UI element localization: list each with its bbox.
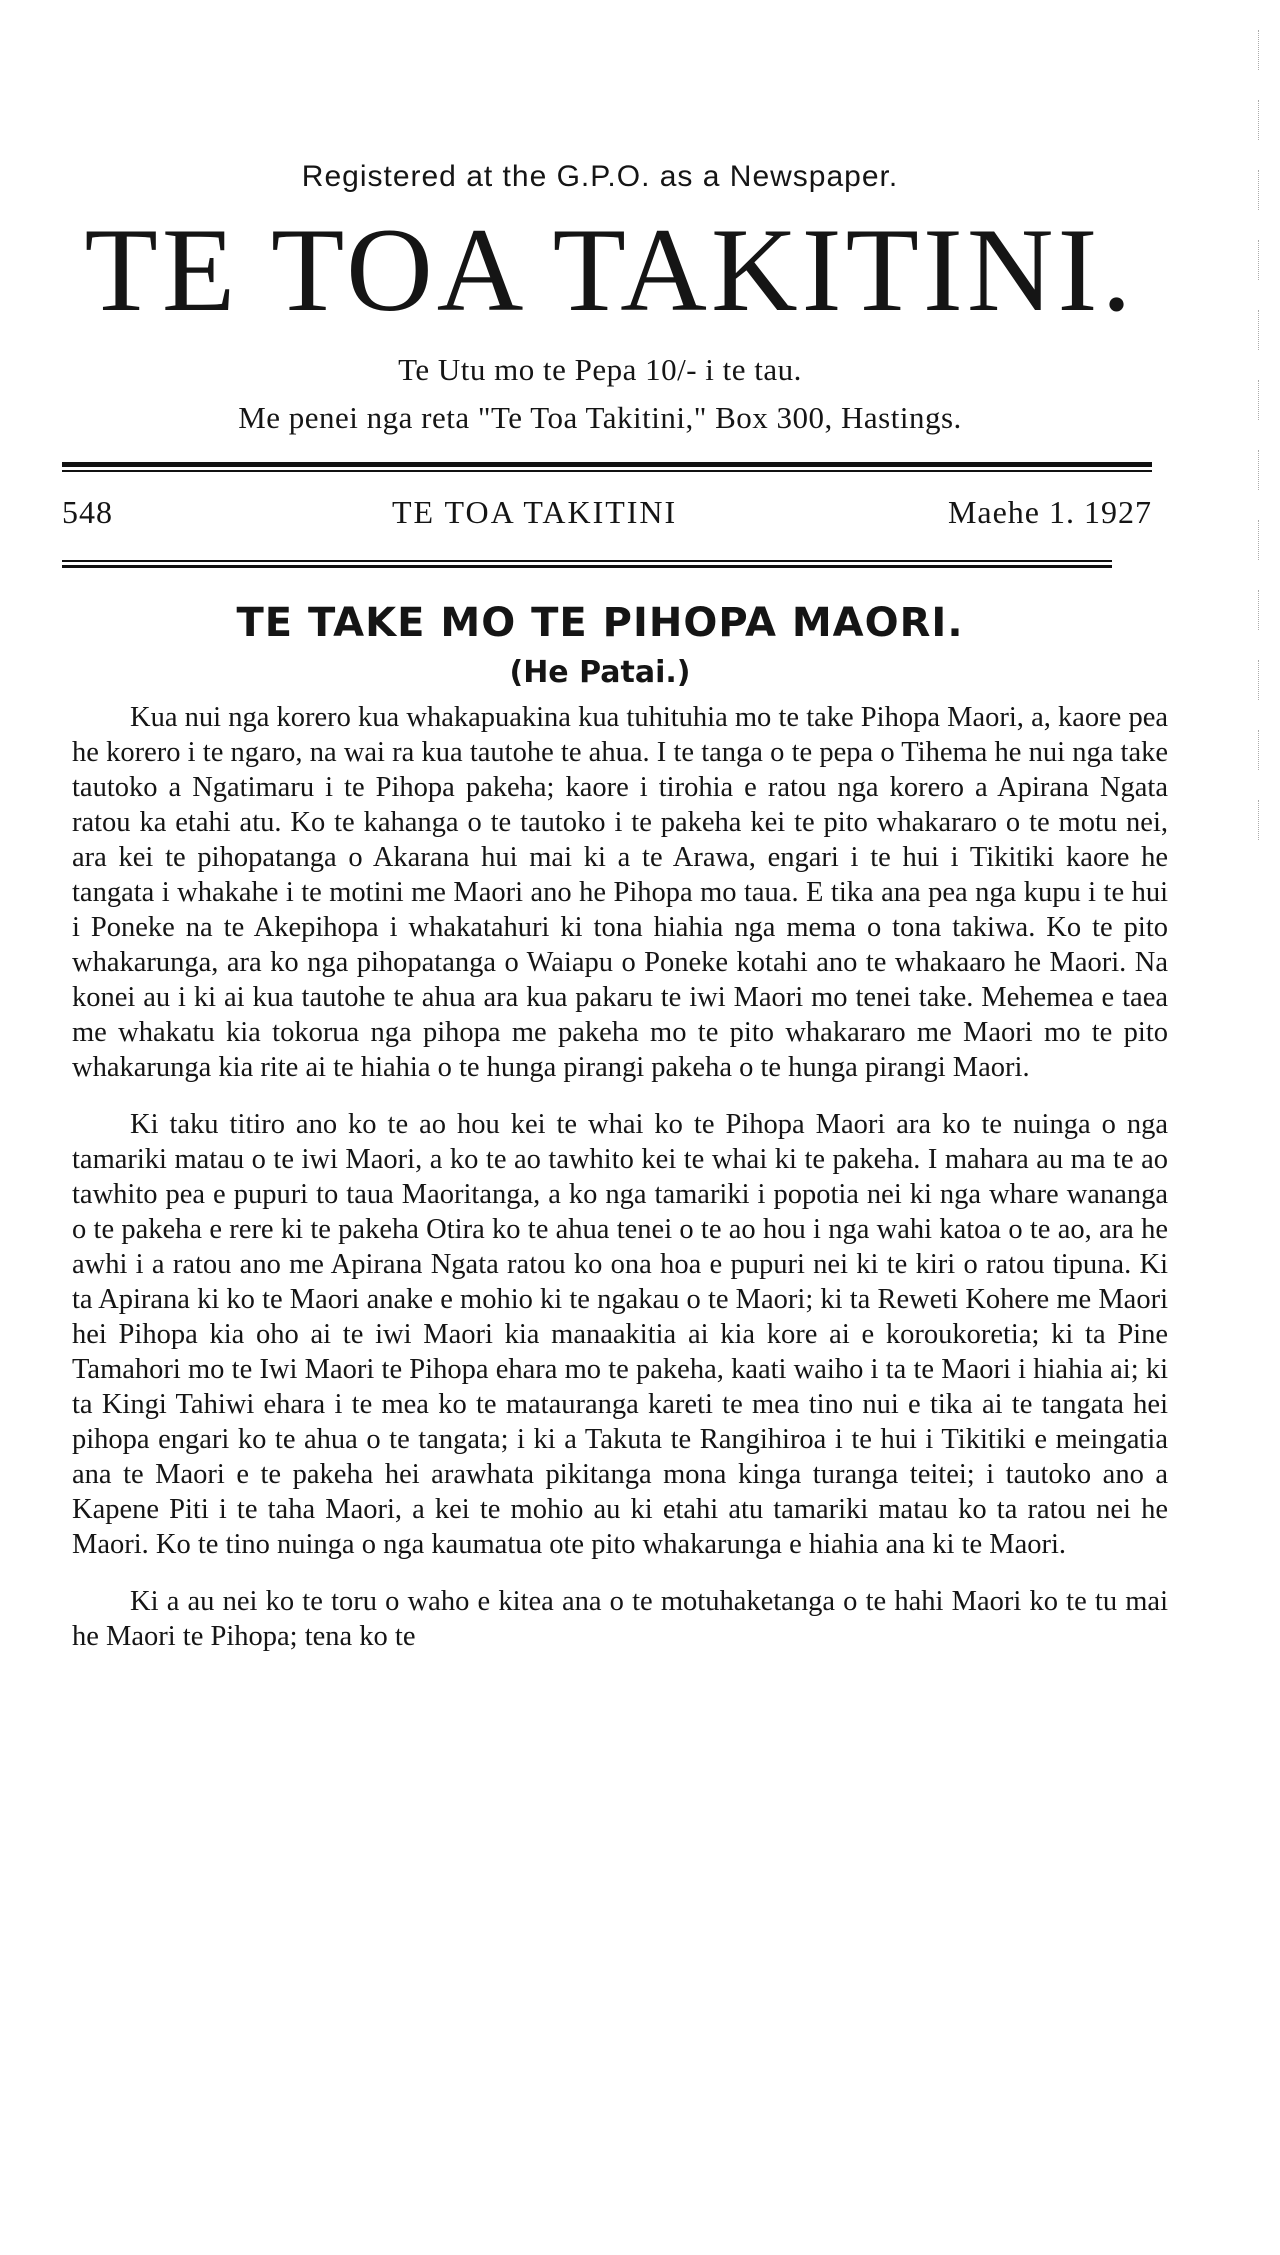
scan-mark — [1258, 450, 1263, 490]
scan-mark — [1258, 800, 1263, 840]
paragraph-3: Ki a au nei ko te toru o waho e kitea ana o te motuhaketanga o te hahi Maori ko te tu mai he Maori te Pihopa; tena ko te — [72, 1586, 1168, 1652]
issue-date: Maehe 1. 1927 — [947, 494, 1152, 530]
scan-mark — [1258, 380, 1263, 420]
article-subtitle: (He Patai.) — [509, 655, 691, 690]
subscription-line: Te Utu mo te Pepa 10/- i te tau. — [398, 352, 802, 387]
scan-mark — [1258, 730, 1263, 770]
header-rule-thick — [62, 565, 1112, 568]
scan-mark — [1258, 520, 1263, 560]
scan-mark — [1258, 30, 1263, 70]
header-rule-thin — [62, 560, 1112, 562]
scan-mark — [1258, 310, 1263, 350]
address-line: Me penei nga reta "Te Toa Takitini," Box 300, Hastings. — [238, 400, 962, 435]
paragraph-1: Kua nui nga korero kua whakapuakina kua tuhituhia mo te take Pihopa Maori, a, kaore pea he korero i te ngaro, na wai ra kua tautohe te ahua. I te tanga o te pepa o Tihema he nui nga take tautoko a Ngatimaru i te Pihopa pakeha; kaore i tirohia e ratou nga korero a Apirana Ngata ratou ka etahi atu. Ko te kahanga o te tautoko i te pakeha kei te pito whakararo o te motu nei, ara kei te pihopatanga o Akarana hui mai ki a te Arawa, engari i te hui i Tikitiki kaore he tangata i whakahe i te motini me Maori ano he Pihopa mo taua. E tika ana pea nga kupu i te hui i Poneke na te Akepihopa i whakatahuri ki tona hiahia nga mema o tona takiwa. Ko te pito whakarunga, ara ko nga pihopatanga o Waiapu o Poneke kotahi ano te whakaaro he Maori. Na konei au i ki ai kua tautohe te ahua ara kua pakaru te iwi Maori mo tenei take. Mehemea e taea me whakatu kia tokorua nga pihopa me pakeha mo te pito whakararo me Maori mo te pito whakarunga kia rite ai te hiahia o te hunga pirangi pakeha o te hunga pirangi Maori. — [72, 702, 1168, 1083]
running-header-title: TE TOA TAKITINI — [392, 494, 678, 530]
article-body — [72, 700, 1168, 1676]
page-number: 548 — [62, 494, 113, 530]
masthead-rule-thin — [62, 470, 1152, 472]
article-title: TE TAKE MO TE PIHOPA MAORI. — [236, 600, 964, 646]
scan-mark — [1258, 100, 1263, 140]
scan-mark — [1258, 590, 1263, 630]
masthead-rule-thick — [62, 462, 1152, 467]
running-header — [62, 494, 1152, 534]
paragraph-2: Ki taku titiro ano ko te ao hou kei te whai ko te Pihopa Maori ara ko te nuinga o nga tamariki matau o te iwi Maori, a ko te ao tawhito kei te whai ki te pakeha. I mahara au ma te ao tawhito pea e pupuri to taua Maoritanga, a ko nga tamariki i popotia nei ki nga whare wananga o te pakeha e rere ki te pakeha Otira ko te ahua tenei o te ao hou i nga wahi katoa o te ao, ara he awhi i a ratou ano me Apirana Ngata ratou ko ona hoa e pupuri nei ki te kiri o ratou tipuna. Ki ta Apirana ki ko te Maori anake e mohio ki te ngakau o te Maori; ki ta Reweti Kohere me Maori hei Pihopa kia oho ai te iwi Maori kia manaakitia ai kia kore ai e koroukoretia; ki ta Pine Tamahori mo te Iwi Maori te Pihopa ehara mo te pakeha, kaati waiho i ta te Maori i hiahia ai; ki ta Kingi Tahiwi ehara i te mea ko te matauranga kareti te mea tino nui e tika ai te tangata hei pihopa engari ko te ahua o te tangata; i ki a Takuta te Rangihiroa i te hui i Tikitiki e meingatia ana te Maori e te pakeha hei arawhata pikitanga mona kinga turanga teitei; i tautoko ano a Kapene Piti i te taha Maori, a kei te mohio au ki etahi atu tamariki matau ko ta ratou nei he Maori. Ko te tino nuinga o nga kaumatua ote pito whakarunga e hiahia ana ki te Maori. — [72, 1109, 1168, 1560]
scan-edge-marks — [1246, 0, 1276, 1300]
scan-mark — [1258, 170, 1263, 210]
masthead-title: TE TOA TAKITINI. — [84, 203, 1136, 336]
scan-mark — [1258, 660, 1263, 700]
registration-notice: Registered at the G.P.O. as a Newspaper. — [301, 160, 899, 193]
scan-mark — [1258, 240, 1263, 280]
